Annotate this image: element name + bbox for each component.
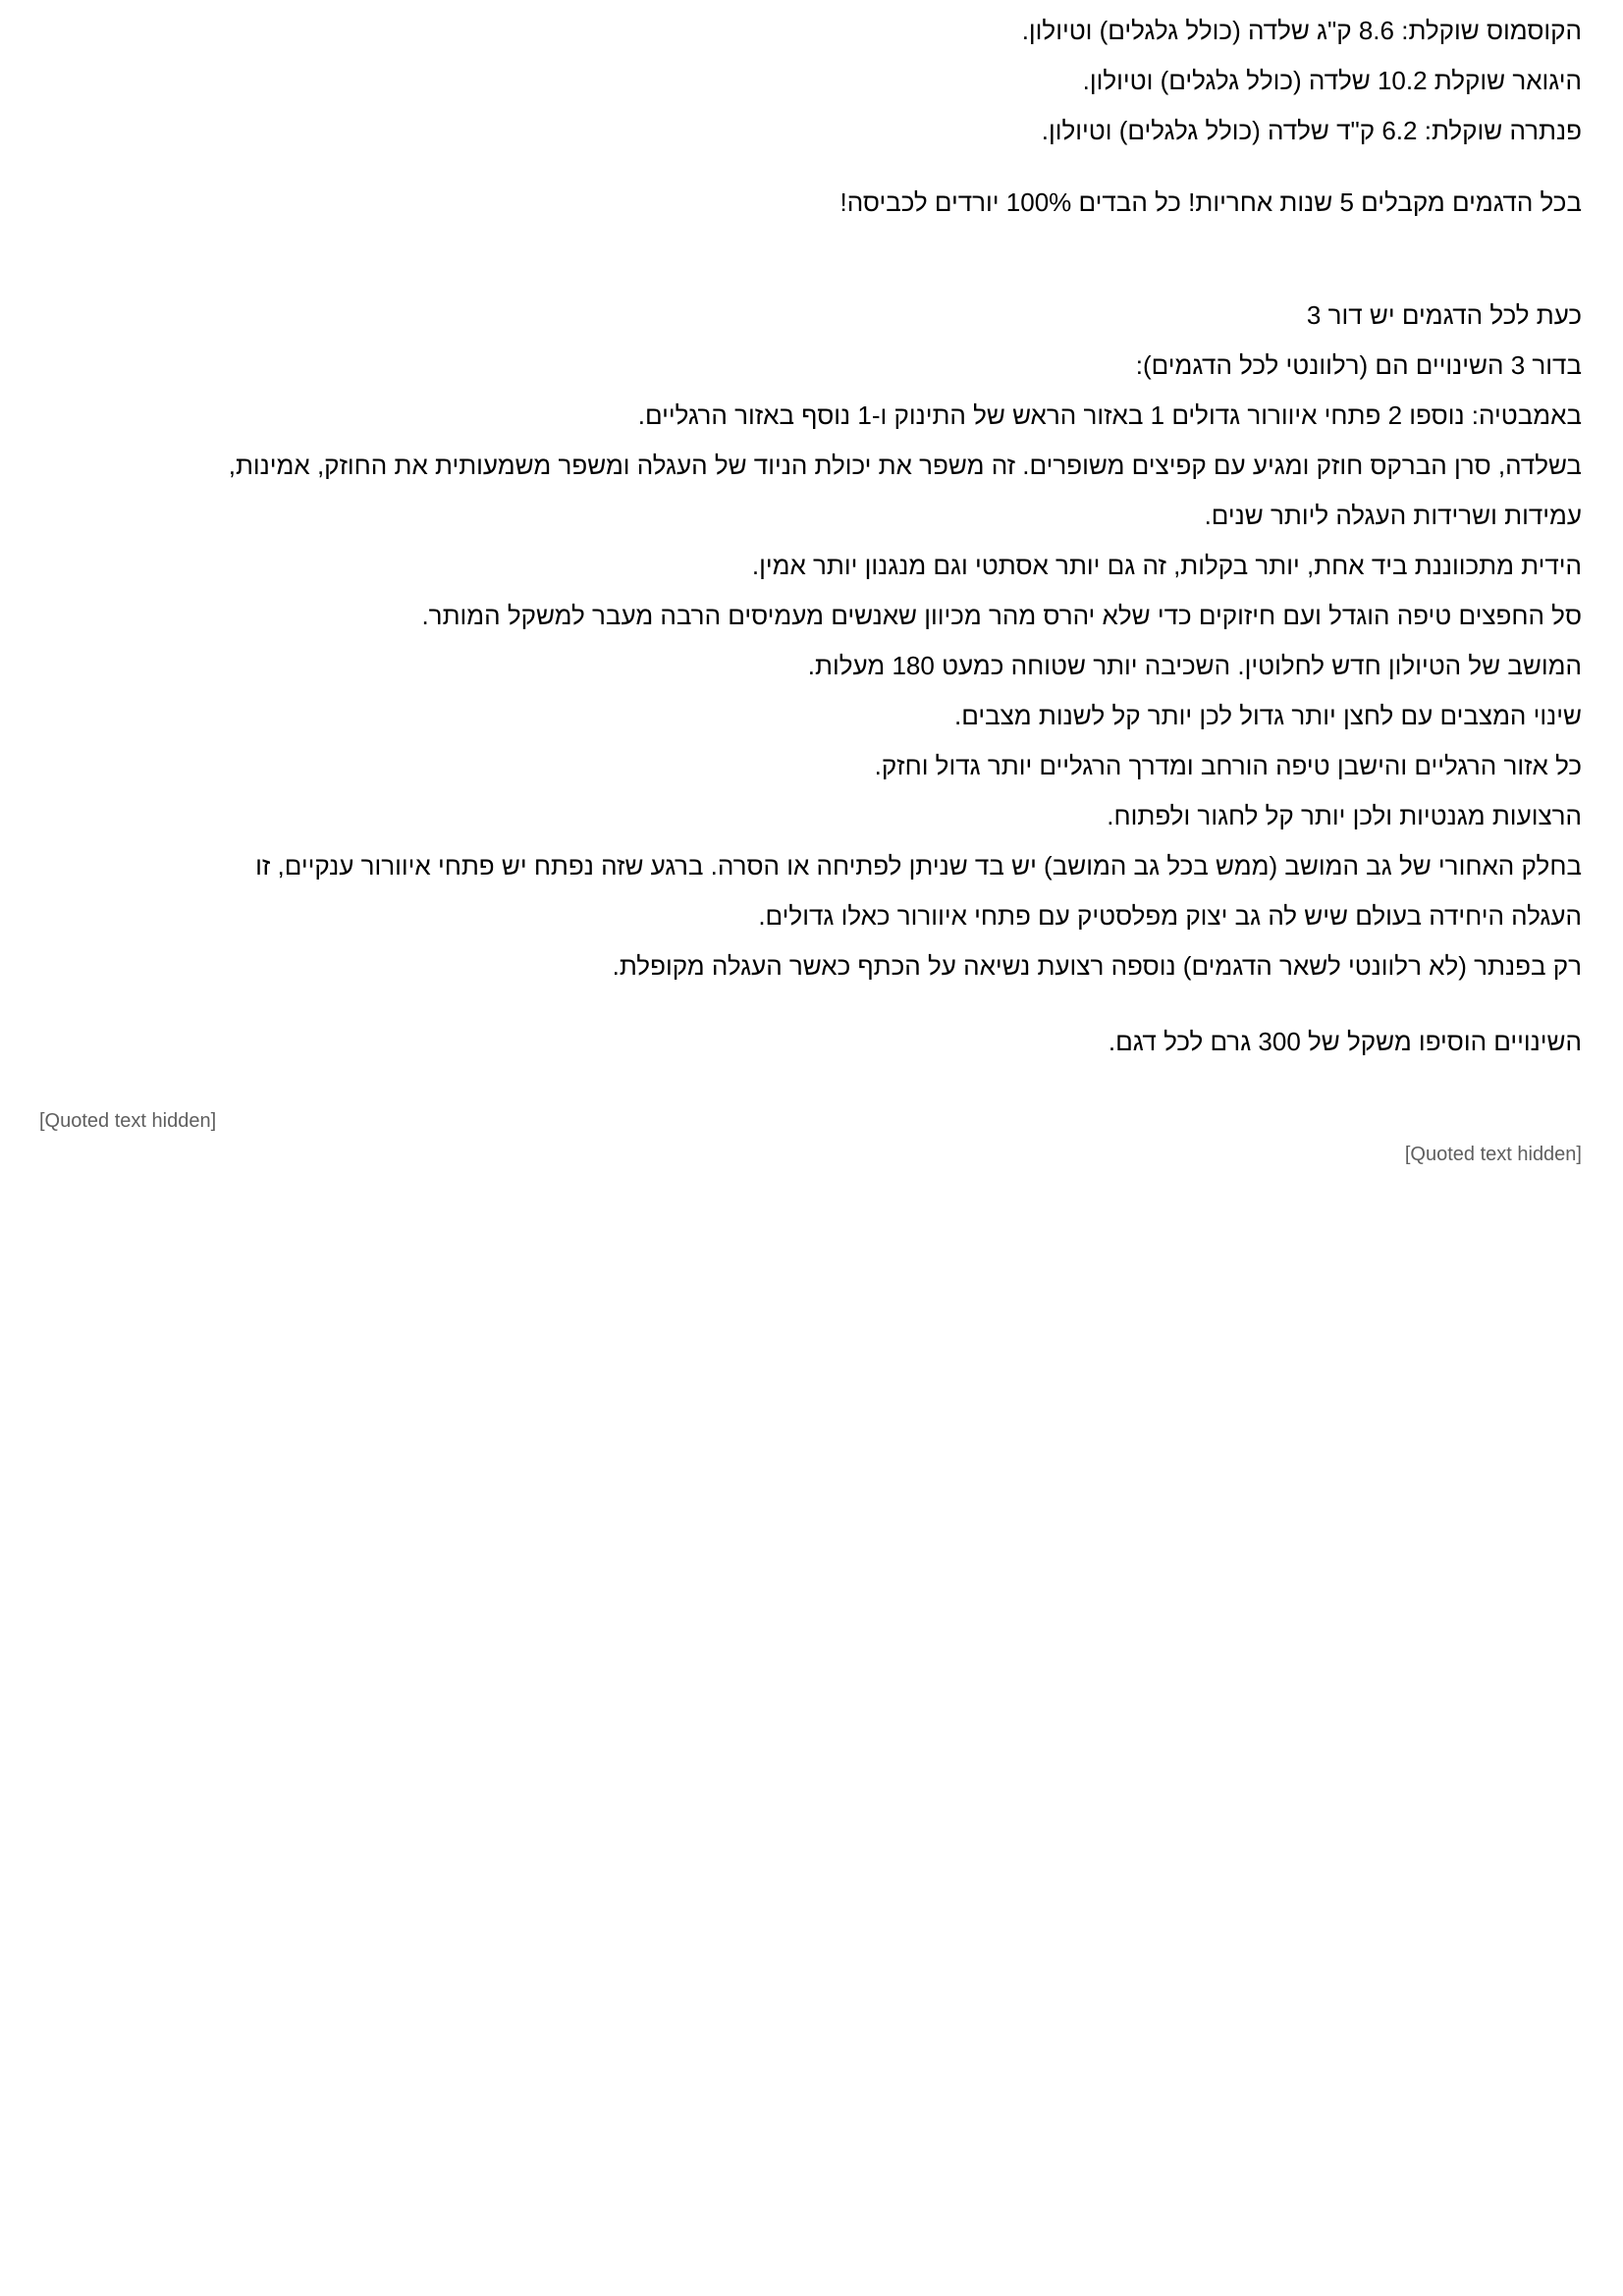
basket-line: סל החפצים טיפה הוגדל ועם חיזוקים כדי שלא יהרס מהר מכיוון שאנשים מעמיסים הרבה מעבר למשקל המותר. [421, 601, 1582, 630]
chassis-line-2: עמידות ושרידות העגלה ליותר שנים. [1204, 501, 1582, 530]
weight-line-cosmos: הקוסמוס שוקלת: 8.6 ק"ג שלדה (כולל גלגלים) וטיולון. [1021, 16, 1582, 45]
chassis-line-1: בשלדה, סרן הברקס חוזק ומגיע עם קפיצים משופרים. זה משפר את יכולת הניוד של העגלה ומשפר משמעותית את החוזק, אמינות, [228, 451, 1582, 480]
quoted-text-hidden-left: [Quoted text hidden] [39, 1110, 217, 1132]
quoted-text-hidden-right: [Quoted text hidden] [1404, 1144, 1582, 1165]
weight-line-panther: פנתרה שוקלת: 6.2 ק"ד שלדה (כולל גלגלים) וטיולון. [1041, 116, 1582, 145]
panther-strap-line: רק בפנתר (לא רלוונטי לשאר הדגמים) נוספה רצועת נשיאה על הכתף כאשר העגלה מקופלת. [612, 951, 1582, 981]
spacer [0, 1134, 1582, 1142]
generation-intro-line: כעת לכל הדגמים יש דור 3 [1306, 300, 1582, 330]
recline-button-line: שינוי המצבים עם לחצן יותר גדול לכן יותר קל לשנות מצבים. [953, 701, 1582, 730]
legroom-line: כל אזור הרגליים והישבן טיפה הורחב ומדרך הרגליים יותר גדול וחזק. [874, 751, 1582, 780]
generation-changes-line: בדור 3 השינויים הם (רלוונטי לכל הדגמים): [1135, 350, 1582, 380]
magnetic-straps-line: הרצועות מגנטיות ולכן יותר קל לחגור ולפתוח. [1107, 801, 1582, 830]
spacer [0, 156, 1582, 178]
seat-line: המושב של הטיולון חדש לחלוטין. השכיבה יותר שטוחה כמעט 180 מעלות. [807, 651, 1582, 680]
spacer [0, 1067, 1582, 1108]
weight-line-jaguar: היגואר שוקלת 10.2 שלדה (כולל גלגלים) וטיולון. [1082, 66, 1582, 95]
bath-vents-line: באמבטיה: נוספו 2 פתחי איוורור גדולים 1 באזור הראש של התינוק ו-1 נוסף באזור הרגליים. [637, 400, 1582, 430]
spacer [0, 228, 1582, 291]
spacer [0, 991, 1582, 1017]
seat-back-line-2: העגלה היחידה בעולם שיש לה גב יצוק מפלסטיק עם פתחי איוורור כאלו גדולים. [758, 901, 1582, 931]
seat-back-line-1: בחלק האחורי של גב המושב (ממש בכל גב המושב) יש בד שניתן לפתיחה או הסרה. ברגע שזה נפתח יש פתחי איוורור ענקיים, זו [255, 851, 1582, 881]
handle-line: הידית מתכווננת ביד אחת, יותר בקלות, זה גם יותר אסתטי וגם מנגנון יותר אמין. [751, 551, 1582, 580]
warranty-line: בכל הדגמים מקבלים 5 שנות אחריות! כל הבדים 100% יורדים לכביסה! [839, 187, 1582, 217]
added-weight-line: השינויים הוסיפו משקל של 300 גרם לכל דגם. [1108, 1027, 1582, 1056]
